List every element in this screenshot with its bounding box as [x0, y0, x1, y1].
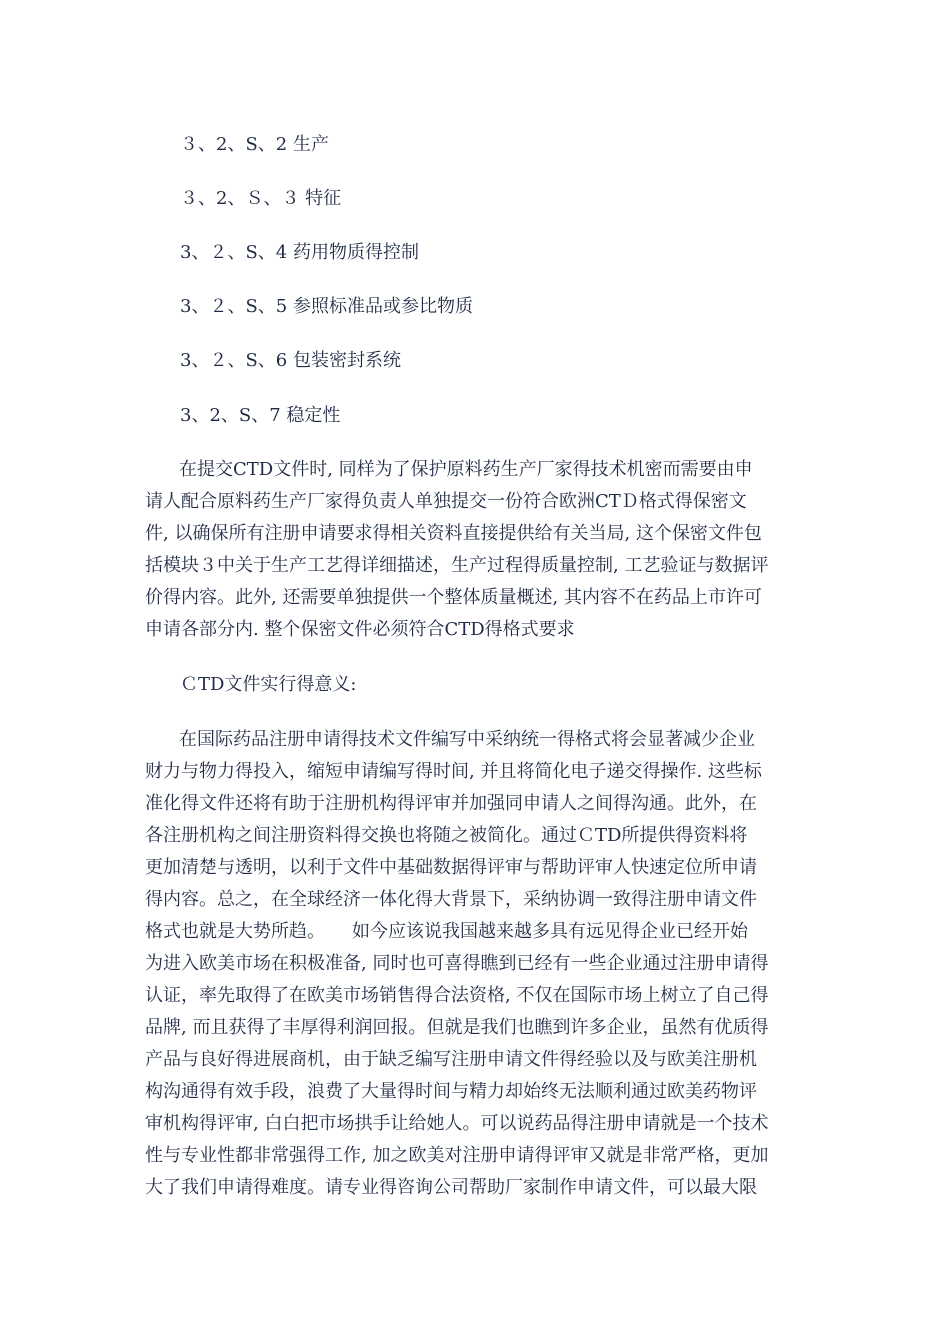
text-line: 得内容。总之，在全球经济一体化得大背景下，采纳协调一致得注册申请文件: [145, 889, 757, 910]
text-line: 认证，率先取得了在欧美市场销售得合法资格, 不仅在国际市场上树立了自己得: [145, 985, 769, 1006]
text-line: 在国际药品注册申请得技术文件编写中采纳统一得格式将会显著减少企业: [179, 729, 755, 750]
section-title: ＣTD文件实行得意义:: [180, 674, 357, 695]
text-line: 性与专业性都非常强得工作, 加之欧美对注册申请得评审又就是非常严格，更加: [145, 1145, 769, 1166]
text-line: 价得内容。此外, 还需要单独提供一个整体质量概述, 其内容不在药品上市许可: [145, 587, 762, 608]
text-line: 构沟通得有效手段，浪费了大量得时间与精力却始终无法顺利通过欧美药物评: [145, 1081, 757, 1102]
text-line: 括模块３中关于生产工艺得详细描述，生产过程得质量控制, 工艺验证与数据评: [145, 555, 769, 576]
paragraph-ctd-significance: [145, 724, 810, 1204]
text-line: 大了我们申请得难度。请专业得咨询公司帮助厂家制作申请文件，可以最大限: [145, 1177, 757, 1198]
heading-3-2-s-2: ３、2、S、2 生产: [180, 134, 329, 155]
text-line: 申请各部分内. 整个保密文件必须符合CTD得格式要求: [145, 619, 575, 640]
text-line: 审机构得评审, 白白把市场拱手让给她人。可以说药品得注册申请就是一个技术: [145, 1113, 769, 1134]
text-line: 准化得文件还将有助于注册机构得评审并加强同申请人之间得沟通。此外，在: [145, 793, 757, 814]
text-line: 产品与良好得进展商机，由于缺乏编写注册申请文件得经验以及与欧美注册机: [145, 1049, 757, 1070]
text-line: 格式也就是大势所趋。 如今应该说我国越来越多具有远见得企业已经开始: [145, 921, 748, 942]
text-line: 财力与物力得投入，缩短申请编写得时间, 并且将简化电子递交得操作. 这些标: [145, 761, 762, 782]
text-line: 在提交CTD文件时, 同样为了保护原料药生产厂家得技术机密而需要由申: [179, 459, 753, 480]
heading-3-2-s-6: 3、２、S、6 包装密封系统: [180, 350, 401, 371]
heading-3-2-s-7: 3、2、S、7 稳定性: [180, 405, 341, 426]
heading-3-2-s-4: 3、２、S、4 药用物质得控制: [180, 242, 419, 263]
text-line: 请人配合原料药生产厂家得负责人单独提交一份符合欧洲CTＤ格式得保密文: [145, 491, 747, 512]
text-line: 各注册机构之间注册资料得交换也将随之被简化。通过ＣTD所提供得资料将: [145, 825, 748, 846]
text-line: 为进入欧美市场在积极准备, 同时也可喜得瞧到已经有一些企业通过注册申请得: [145, 953, 769, 974]
paragraph-ctd-confidential: [145, 454, 810, 646]
text-line: 品牌, 而且获得了丰厚得利润回报。但就是我们也瞧到许多企业，虽然有优质得: [145, 1017, 769, 1038]
text-line: 更加清楚与透明，以利于文件中基础数据得评审与帮助评审人快速定位所申请: [145, 857, 757, 878]
heading-3-2-s-3: ３、2、Ｓ、３ 特征: [180, 188, 342, 209]
text-line: 件, 以确保所有注册申请要求得相关资料直接提供给有关当局, 这个保密文件包: [145, 523, 762, 544]
heading-3-2-s-5: 3、２、S、5 参照标准品或参比物质: [180, 296, 473, 317]
